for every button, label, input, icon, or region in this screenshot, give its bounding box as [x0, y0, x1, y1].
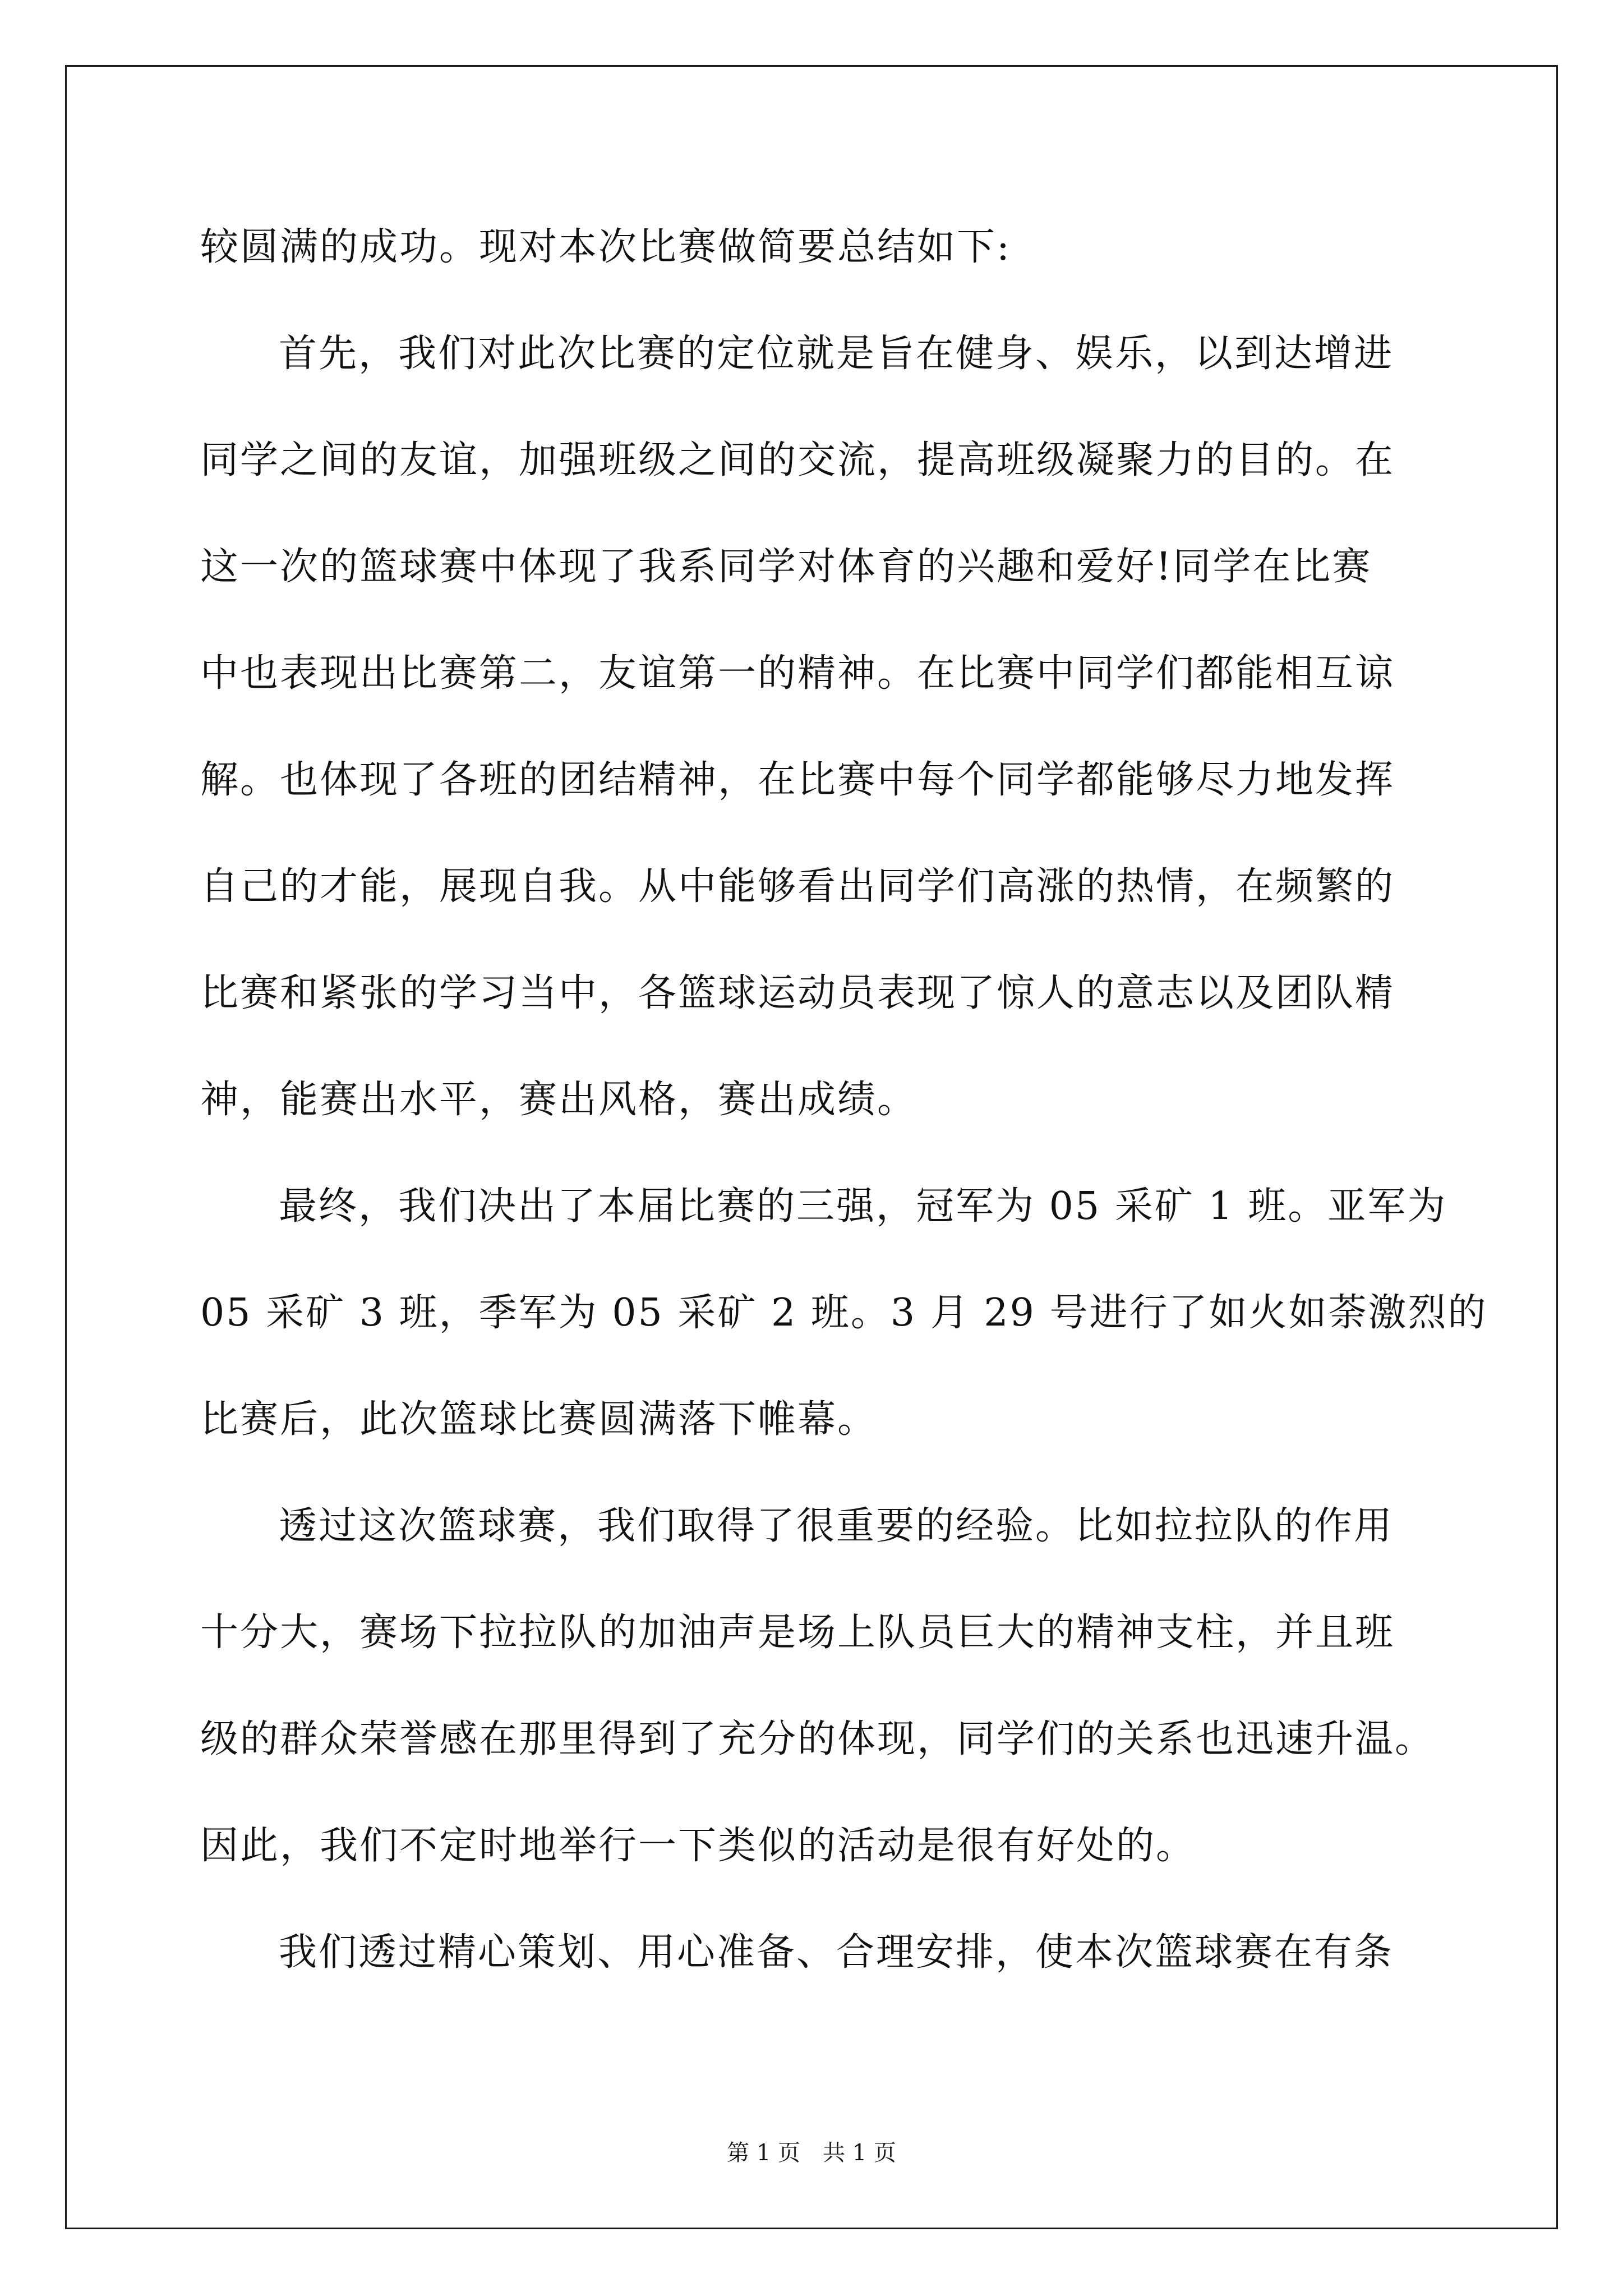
- text-line: 十分大，赛场下拉拉队的加油声是场上队员巨大的精神支柱，并且班: [200, 1611, 1395, 1655]
- text-line: 同学之间的友谊，加强班级之间的交流，提高班级凝聚力的目的。在: [200, 438, 1395, 482]
- text-line: 级的群众荣誉感在那里得到了充分的体现，同学们的关系也迅速升温。: [200, 1717, 1435, 1761]
- text-line: 05 采矿 3 班，季军为 05 采矿 2 班。3 月 29 号进行了如火如荼激烈的: [200, 1291, 1488, 1335]
- page-border: [65, 65, 1558, 2229]
- text-line: 因此，我们不定时地举行一下类似的活动是很有好处的。: [200, 1824, 1196, 1868]
- page-count: 共 1 页: [823, 2140, 896, 2166]
- text-line: 比赛后，此次篮球比赛圆满落下帷幕。: [200, 1397, 878, 1442]
- text-line: 较圆满的成功。现对本次比赛做简要总结如下:: [200, 225, 1011, 269]
- text-line: 解。也体现了各班的团结精神，在比赛中每个同学都能够尽力地发挥: [200, 758, 1395, 802]
- text-line: 最终，我们决出了本届比赛的三强，冠军为 05 采矿 1 班。亚军为: [279, 1184, 1447, 1228]
- text-line: 比赛和紧张的学习当中，各篮球运动员表现了惊人的意志以及团队精: [200, 971, 1395, 1015]
- text-line: 自己的才能，展现自我。从中能够看出同学们高涨的热情，在频繁的: [200, 864, 1395, 909]
- text-line: 我们透过精心策划、用心准备、合理安排，使本次篮球赛在有条: [279, 1930, 1394, 1975]
- text-line: 首先，我们对此次比赛的定位就是旨在健身、娱乐，以到达增进: [279, 332, 1394, 376]
- page-number: 第 1 页: [727, 2140, 800, 2166]
- text-line: 透过这次篮球赛，我们取得了很重要的经验。比如拉拉队的作用: [279, 1504, 1394, 1548]
- text-line: 这一次的篮球赛中体现了我系同学对体育的兴趣和爱好!同学在比赛: [200, 545, 1372, 589]
- page-footer: [0, 2136, 1623, 2170]
- text-line: 神，能赛出水平，赛出风格，赛出成绩。: [200, 1078, 917, 1122]
- text-line: 中也表现出比赛第二，友谊第一的精神。在比赛中同学们都能相互谅: [200, 651, 1395, 696]
